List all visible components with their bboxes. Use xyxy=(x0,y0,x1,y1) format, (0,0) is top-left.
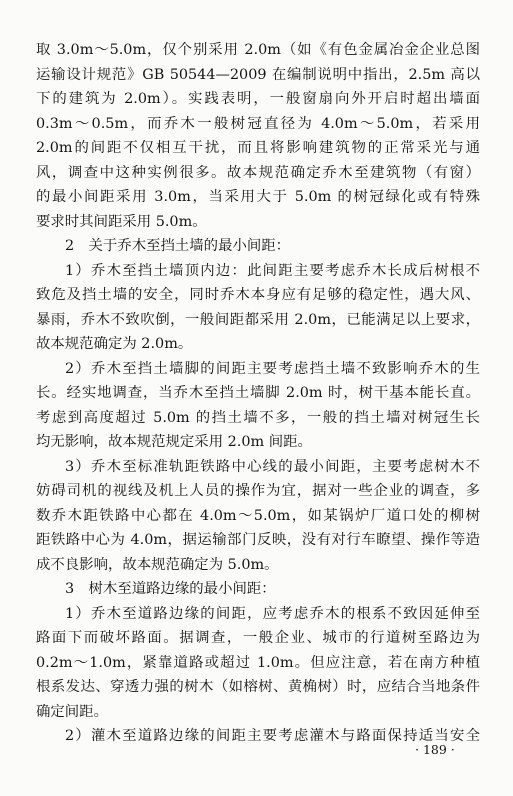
text-line: 0.3m～0.5m，而乔木一般树冠直径为 4.0m～5.0m，若采用 xyxy=(36,115,480,132)
text-line: 2.0m的间距不仅相互干扰，而且将影响建筑物的正常采光与通 xyxy=(36,140,480,156)
section-heading: 3 树木至道路边缘的最小间距： xyxy=(65,581,276,597)
page-number: · 189 · xyxy=(415,742,455,757)
text-line: 2）乔木至挡土墙脚的间距主要考虑挡土墙不致影响乔木的生 xyxy=(65,360,480,377)
text-line: 3）乔木至标准轨距铁路中心线的最小间距，主要考虑树木不 xyxy=(65,458,480,475)
text-line: 均无影响，故本规范规定采用 2.0m 间距。 xyxy=(36,434,312,450)
text-line: 数乔木距铁路中心都在 4.0m～5.0m，如某锅炉厂道口处的柳树 xyxy=(36,507,480,524)
text-line: 1）乔木至道路边缘的间距，应考虑乔木的根系不致因延伸至 xyxy=(65,605,480,622)
text-line: 长。经实地调查，当乔木至挡土墙脚 2.0m 时，树干基本能长直。 xyxy=(36,385,480,401)
text-line: 2）灌木至道路边缘的间距主要考虑灌木与路面保持适当安全 xyxy=(65,728,480,744)
text-line: 的最小间距采用 3.0m，当采用大于 5.0m 的树冠绿化或有特殊 xyxy=(36,189,480,205)
text-line: 确定间距。 xyxy=(36,703,108,720)
text-line: 距铁路中心为 4.0m，据运输部门反映，没有对行车瞭望、操作等造 xyxy=(36,532,480,548)
text-line: 根系发达、穿透力强的树木（如榕树、黄桷树）时，应结合当地条件 xyxy=(36,679,480,695)
text-line: 故本规范确定为 2.0m。 xyxy=(36,336,193,352)
text-line: 1）乔木至挡土墙顶内边：此间距主要考虑乔木长成后树根不 xyxy=(65,262,480,279)
page-body-text xyxy=(36,38,480,749)
text-line: 取 3.0m～5.0m，仅个别采用 2.0m（如《有色金属冶金企业总图 xyxy=(36,42,480,58)
text-line: 0.2m～1.0m，紧靠道路或超过 1.0m。但应注意，若在南方种植 xyxy=(36,654,480,671)
text-line: 致危及挡土墙的安全，同时乔木本身应有足够的稳定性，遇大风、 xyxy=(36,287,480,303)
text-line: 暴雨，乔木不致吹倒，一般间距都采用 2.0m，已能满足以上要求， xyxy=(36,311,480,328)
section-heading: 2 关于乔木至挡土墙的最小间距： xyxy=(65,238,291,254)
text-line: 成不良影响，故本规范确定为 5.0m。 xyxy=(36,556,279,573)
text-line: 下的建筑为 2.0m）。实践表明，一般窗扇向外开启时超出墙面 xyxy=(36,91,480,107)
text-line: 要求时其间距采用 5.0m。 xyxy=(36,213,207,230)
text-line: 考虑到高度超过 5.0m 的挡土墙不多，一般的挡土墙对树冠生长 xyxy=(36,409,480,426)
text-line: 路面下而破坏路面。据调查，一般企业、城市的行道树至路边为 xyxy=(36,630,480,646)
text-line: 运输设计规范》GB 50544—2009 在编制说明中指出，2.5m 高以 xyxy=(36,66,480,83)
text-line: 妨碍司机的视线及机上人员的操作为宜，据对一些企业的调查，多 xyxy=(36,483,480,499)
text-line: 风，调查中这种实例很多。故本规范确定乔木至建筑物（有窗） xyxy=(36,164,480,181)
